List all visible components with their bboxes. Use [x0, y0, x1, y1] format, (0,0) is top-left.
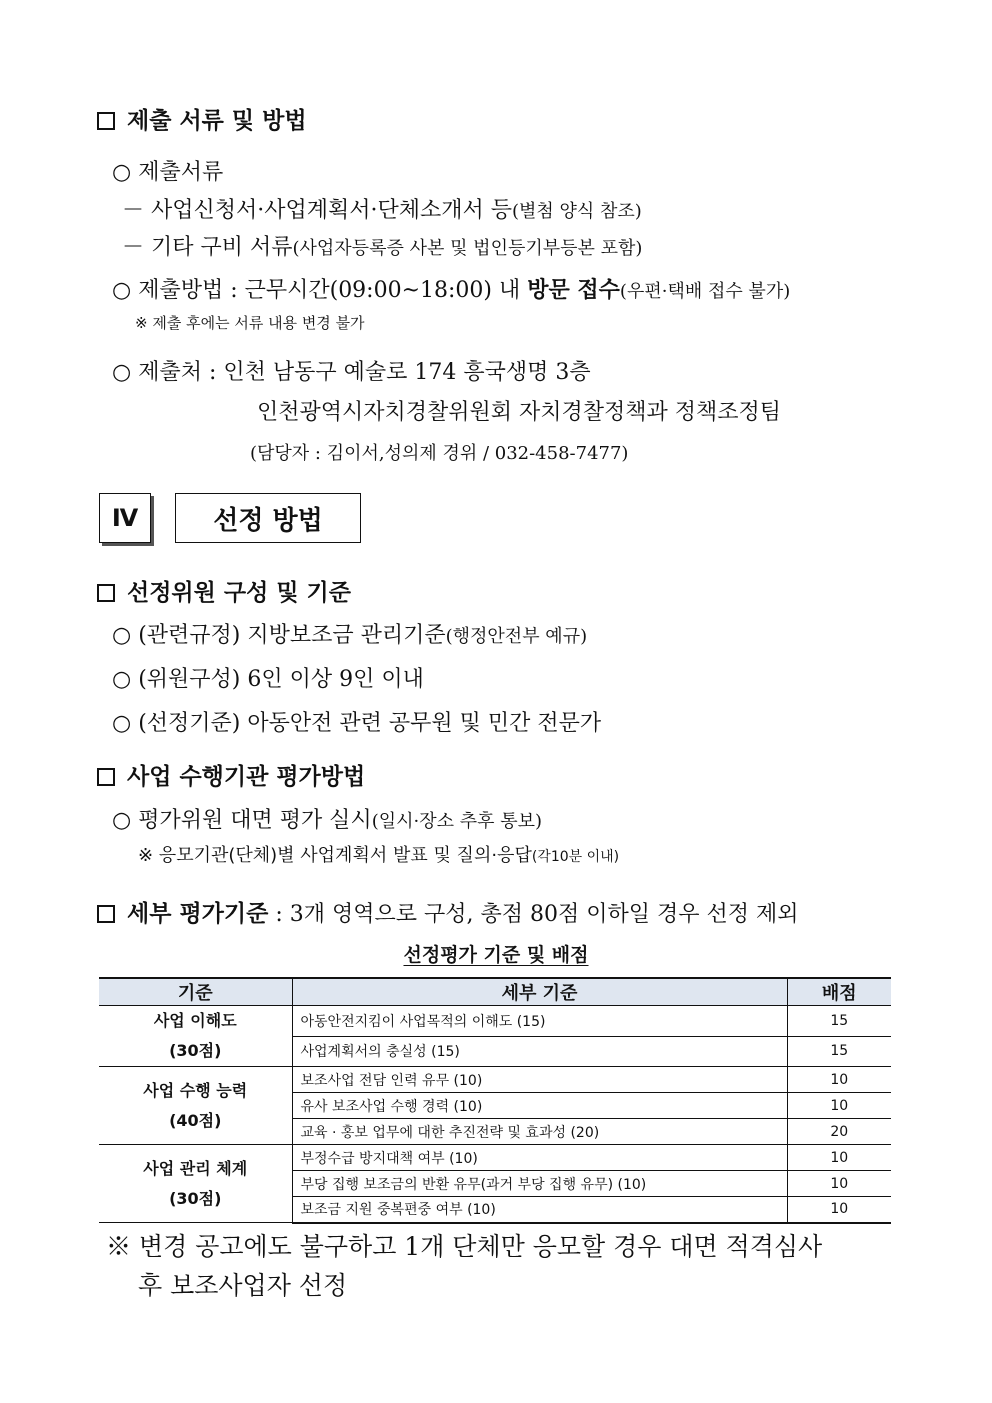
detail-cell: 부정수급 방지대책 여부 (10) [292, 1145, 787, 1171]
score-cell: 10 [787, 1145, 891, 1171]
criteria-group-cell [99, 1145, 292, 1223]
criteria-group-cell [99, 1067, 292, 1145]
criteria-table [99, 977, 891, 1224]
table-row [99, 1006, 891, 1037]
score-cell: 15 [787, 1036, 891, 1067]
committee-heading: 선정위원 구성 및 기준 [97, 574, 351, 607]
score-cell: 10 [787, 1093, 891, 1119]
detail-cell: 보조금 지원 중복편중 여부 (10) [292, 1197, 787, 1223]
evaluation-item-1: ○ 평가위원 대면 평가 실시(일시·장소 추후 통보) [112, 808, 543, 833]
evaluation-item-2: ※ 응모기관(단체)별 사업계획서 발표 및 질의·응답(각10분 이내) [138, 845, 620, 866]
checkbox-square-icon [97, 905, 115, 923]
detail-cell: 부당 집행 보조금의 반환 유무(과거 부당 집행 유무) (10) [292, 1171, 787, 1197]
submission-heading: 제출 서류 및 방법 [97, 102, 307, 135]
submission-doc-line-2: － 기타 구비 서류(사업자등록증 사본 및 법인등기부등본 포함) [122, 235, 643, 260]
detail-cell: 유사 보조사업 수행 경력 (10) [292, 1093, 787, 1119]
col-detail-header: 세부 기준 [292, 978, 787, 1006]
detail-cell: 아동안전지킴이 사업목적의 이해도 (15) [292, 1006, 787, 1037]
submission-place-line-2: 인천광역시자치경찰위원회 자치경찰정책과 정책조정팀 [257, 400, 782, 425]
checkbox-square-icon [97, 112, 115, 130]
score-cell: 10 [787, 1171, 891, 1197]
table-row [99, 1067, 891, 1093]
footer-note-line-1: ※ 변경 공고에도 불구하고 1개 단체만 응모할 경우 대면 적격심사 [106, 1232, 823, 1261]
criteria-heading: 세부 평가기준 : 3개 영역으로 구성, 총점 80점 이하일 경우 선정 제외 [97, 895, 798, 928]
score-cell: 10 [787, 1067, 891, 1093]
score-cell: 10 [787, 1197, 891, 1223]
submission-docs-label: ○ 제출서류 [112, 160, 224, 185]
submission-method-caution: ※ 제출 후에는 서류 내용 변경 불가 [135, 314, 365, 332]
submission-doc-line-1: － 사업신청서·사업계획서·단체소개서 등(별첨 양식 참조) [122, 198, 642, 223]
committee-item-1: ○ (관련규정) 지방보조금 관리기준(행정안전부 예규) [112, 623, 588, 648]
submission-place-line-1: ○ 제출처 : 인천 남동구 예술로 174 흥국생명 3층 [112, 360, 591, 385]
score-cell: 15 [787, 1006, 891, 1037]
score-cell: 20 [787, 1119, 891, 1145]
chapter-number-badge: Ⅳ [99, 493, 151, 543]
chapter-title: 선정 방법 [175, 493, 361, 543]
submission-contact: (담당자 : 김이서,성의제 경위 / 032-458-7477) [250, 443, 629, 464]
group-name: 사업 수행 능력 [143, 1080, 248, 1100]
criteria-group-cell [99, 1006, 292, 1067]
col-criteria-header: 기준 [99, 978, 292, 1006]
criteria-table-title: 선정평가 기준 및 배점 [403, 944, 589, 966]
committee-item-3: ○ (선정기준) 아동안전 관련 공무원 및 민간 전문가 [112, 711, 602, 736]
table-row [99, 1145, 891, 1171]
group-points: (30점) [169, 1041, 222, 1060]
detail-cell: 사업계획서의 충실성 (15) [292, 1036, 787, 1067]
evaluation-heading: 사업 수행기관 평가방법 [97, 758, 365, 791]
group-points: (40점) [169, 1110, 222, 1130]
submission-method: ○ 제출방법 : 근무시간(09:00~18:00) 내 방문 접수(우편·택배 접수 불가) [112, 277, 791, 303]
detail-cell: 교육 · 홍보 업무에 대한 추진전략 및 효과성 (20) [292, 1119, 787, 1145]
group-name: 사업 이해도 [153, 1011, 237, 1030]
table-header-row [99, 978, 891, 1006]
col-score-header: 배점 [787, 978, 891, 1006]
detail-cell: 보조사업 전담 인력 유무 (10) [292, 1067, 787, 1093]
footer-note-line-2: 후 보조사업자 선정 [138, 1271, 348, 1300]
group-name: 사업 관리 체계 [143, 1158, 248, 1178]
checkbox-square-icon [97, 584, 115, 602]
checkbox-square-icon [97, 768, 115, 786]
committee-item-2: ○ (위원구성) 6인 이상 9인 이내 [112, 667, 424, 692]
group-points: (30점) [169, 1188, 222, 1208]
